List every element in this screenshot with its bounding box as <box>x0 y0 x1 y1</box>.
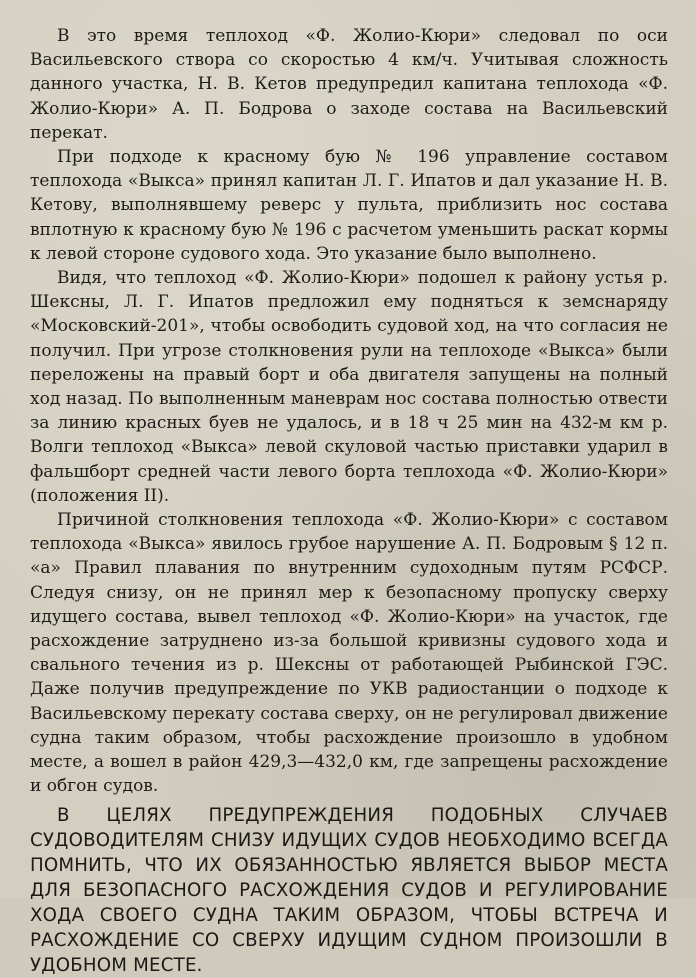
closing-paragraph: В ЦЕЛЯХ ПРЕДУПРЕЖДЕНИЯ ПОДОБНЫХ СЛУЧАЕВ СУДОВОДИТЕЛЯМ СНИЗУ ИДУЩИХ СУДОВ НЕОБХОДИМО ВСЕГДА ПОМНИТЬ, ЧТО ИХ ОБЯЗАННОСТЬЮ ЯВЛЯЕТСЯ ВЫБОР МЕСТА ДЛЯ БЕЗОПАСНОГО РАСХОЖДЕНИЯ СУДОВ И РЕГУЛИРОВАНИЕ ХОДА СВОЕГО СУДНА ТАКИМ ОБРАЗОМ, ЧТОБЫ ВСТРЕЧА И РАСХОЖДЕНИЕ СО СВЕРХУ ИДУЩИМ СУДНОМ ПРОИЗОШЛИ В УДОБНОМ МЕСТЕ. <box>30 803 668 978</box>
paragraph-4: Причиной столкновения теплохода «Ф. Жолио-Кюри» с составом теплохода «Выкса» явилось грубое нарушение А. П. Бодровым § 12 п. «а» Правил плавания по внутренним судоходным путям РСФСР. Следуя снизу, он не принял мер к безопасному пропуску сверху идущего состава, вывел теплоход «Ф. Жолио-Кюри» на участок, где расхождение затруднено из-за большой кривизны судового хода и свального течения из р. Шексны от работающей Рыбинской ГЭС. Даже получив предупреждение по УКВ радиостанции о подходе к Васильевскому перекату состава сверху, он не регулировал движение судна таким образом, чтобы расхождение произошло в удобном месте, а вошел в район 429,3—432,0 км, где запрещены расхождение и обгон судов. <box>30 508 668 798</box>
paragraph-1: В это время теплоход «Ф. Жолио-Кюри» следовал по оси Васильевского створа со скоростью 4 км/ч. Учитывая сложность данного участка, Н. В. Кетов предупредил капитана теплохода «Ф. Жолио-Кюри» А. П. Бодрова о заходе состава на Васильевский перекат. <box>30 24 668 145</box>
paragraph-2: При подходе к красному бую № 196 управление составом теплохода «Выкса» принял капитан Л. Г. Ипатов и дал указание Н. В. Кетову, выполнявшему реверс у пульта, приблизить нос состава вплотную к красному бую № 196 с расчетом уменьшить раскат кормы к левой стороне судового хода. Это указание было выполнено. <box>30 145 668 266</box>
paragraph-3: Видя, что теплоход «Ф. Жолио-Кюри» подошел к району устья р. Шексны, Л. Г. Ипатов предложил ему подняться к земснаряду «Московский-201», чтобы освободить судовой ход, на что согласия не получил. При угрозе столкновения рули на теплоходе «Выкса» были переложены на правый борт и оба двигателя запущены на полный ход назад. По выполненным маневрам нос состава полностью отвести за линию красных буев не удалось, и в 18 ч 25 мин на 432-м км р. Волги теплоход «Выкса» левой скуловой частью приставки ударил в фальшборт средней части левого борта теплохода «Ф. Жолио-Кюри» (положения II). <box>30 266 668 508</box>
